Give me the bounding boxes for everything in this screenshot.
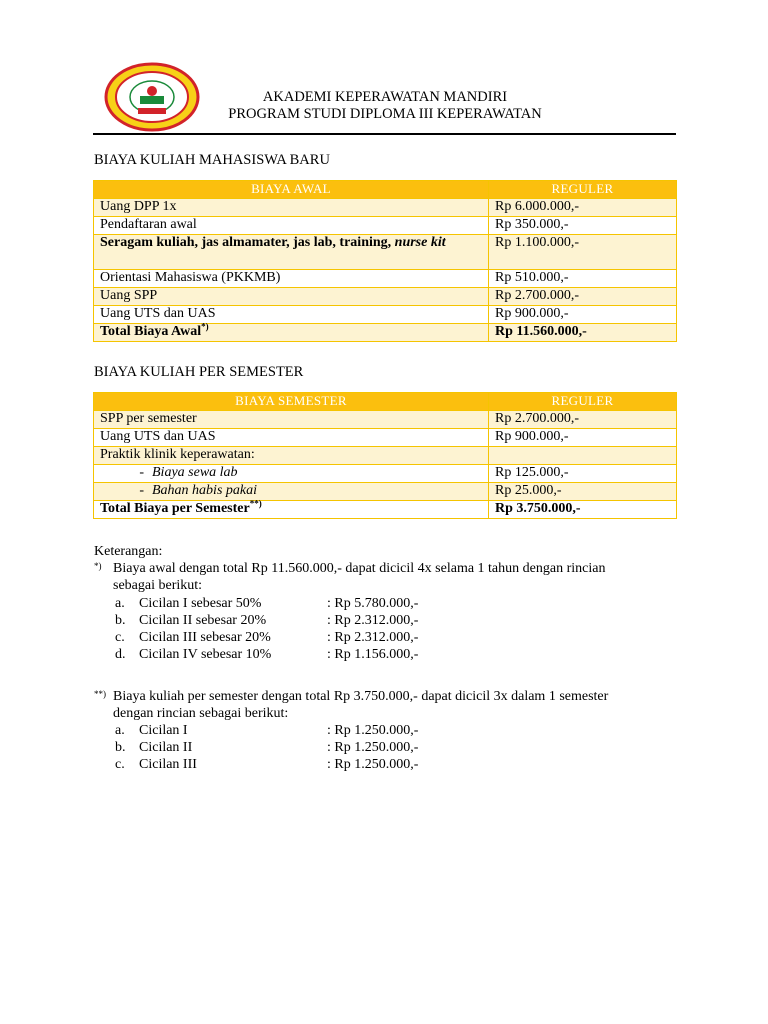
item-letter: c. — [115, 757, 125, 773]
notes-section — [94, 543, 684, 773]
list-item — [94, 739, 684, 756]
table-row — [94, 306, 677, 324]
column-header-regular: REGULER — [489, 181, 677, 199]
new-student-fee-table — [93, 180, 677, 342]
table-row — [94, 447, 677, 465]
note-1-line-1: *) Biaya awal dengan total Rp 11.560.000,- dapat dicicil 4x selama 1 tahun dengan rincian — [94, 561, 606, 577]
total-value: Rp 3.750.000,- — [489, 501, 677, 519]
list-dash: - — [139, 465, 144, 480]
column-header-fee: BIAYA AWAL — [94, 181, 489, 199]
item-letter: c. — [115, 629, 125, 645]
list-item — [94, 646, 684, 663]
item-letter: b. — [115, 612, 126, 628]
item-value: : Rp 1.156.000,- — [327, 647, 419, 663]
fee-label: Uang SPP — [94, 288, 489, 306]
fee-value: Rp 900.000,- — [489, 306, 677, 324]
academy-logo — [104, 62, 200, 132]
column-header-fee: BIAYA SEMESTER — [94, 393, 489, 411]
table-row — [94, 217, 677, 235]
list-dash: - — [139, 483, 144, 498]
note-2-text: Biaya kuliah per semester dengan total Rp 3.750.000,- dapat dicicil 3x dalam 1 semester — [113, 688, 609, 704]
header-divider — [93, 133, 676, 135]
fee-value: Rp 25.000,- — [489, 483, 677, 501]
fee-value: Rp 125.000,- — [489, 465, 677, 483]
item-letter: b. — [115, 740, 126, 756]
total-label — [94, 321, 489, 342]
table-row — [94, 465, 677, 483]
table-row — [94, 235, 677, 270]
note-2-text-cont: dengan rincian sebagai berikut: — [113, 705, 289, 721]
fee-label: Orientasi Mahasiswa (PKKMB) — [94, 270, 489, 288]
fee-sublabel: Biaya sewa lab — [152, 465, 238, 480]
total-label-text: Total Biaya per Semester — [100, 501, 250, 516]
list-item — [94, 756, 684, 773]
table-header-row — [94, 393, 677, 411]
item-label: Cicilan IV sebesar 10% — [139, 647, 272, 663]
fee-sublabel: Bahan habis pakai — [152, 483, 257, 498]
column-header-regular: REGULER — [489, 393, 677, 411]
total-label-text: Total Biaya Awal — [100, 324, 202, 339]
fee-label: Uang UTS dan UAS — [94, 429, 489, 447]
total-footnote-mark: **) — [249, 498, 262, 509]
table-row — [94, 270, 677, 288]
fee-value: Rp 510.000,- — [489, 270, 677, 288]
fee-label: Uang UTS dan UAS — [94, 306, 489, 324]
fee-value: Rp 1.100.000,- — [489, 235, 677, 270]
item-letter: a. — [115, 722, 125, 738]
table-row — [94, 483, 677, 501]
section-title-new-student-fees: BIAYA KULIAH MAHASISWA BARU — [94, 152, 330, 168]
item-value: : Rp 5.780.000,- — [327, 595, 419, 611]
fee-value: Rp 900.000,- — [489, 429, 677, 447]
item-label: Cicilan II sebesar 20% — [139, 612, 267, 628]
fee-label — [94, 465, 489, 483]
item-value: : Rp 2.312.000,- — [327, 629, 419, 645]
institution-header — [205, 89, 565, 123]
fee-label: Praktik klinik keperawatan: — [94, 447, 489, 465]
fee-label-italic: nurse kit — [394, 235, 446, 250]
fee-label: Uang DPP 1x — [94, 199, 489, 217]
total-footnote-mark: *) — [201, 321, 209, 332]
list-item — [94, 612, 684, 629]
fee-value: Rp 350.000,- — [489, 217, 677, 235]
section-title-semester-fees: BIAYA KULIAH PER SEMESTER — [94, 364, 304, 380]
item-letter: d. — [115, 647, 126, 663]
logo-figure — [147, 86, 157, 96]
fee-label-text: Seragam kuliah, jas almamater, jas lab, training, — [100, 235, 395, 250]
list-item — [94, 722, 684, 739]
total-row — [94, 501, 677, 519]
item-label: Cicilan II — [139, 740, 193, 756]
spacer — [94, 663, 684, 680]
spacer — [94, 681, 684, 688]
item-label: Cicilan I — [139, 722, 188, 738]
table-row — [94, 411, 677, 429]
note-1-line-2 — [94, 577, 684, 594]
item-label: Cicilan III sebesar 20% — [139, 629, 271, 645]
table-row — [94, 288, 677, 306]
note-1-text-cont: sebagai berikut: — [113, 578, 203, 594]
semester-fee-table — [93, 392, 677, 519]
total-row — [94, 324, 677, 342]
fee-value: Rp 6.000.000,- — [489, 199, 677, 217]
table-row — [94, 199, 677, 217]
fee-value: Rp 2.700.000,- — [489, 288, 677, 306]
notes-heading: Keterangan: — [94, 544, 163, 559]
fee-value: Rp 2.700.000,- — [489, 411, 677, 429]
fee-label: SPP per semester — [94, 411, 489, 429]
table-header-row — [94, 181, 677, 199]
item-value: : Rp 1.250.000,- — [327, 757, 419, 773]
logo-book — [140, 96, 164, 104]
total-label — [94, 498, 489, 519]
header-line-1: AKADEMI KEPERAWATAN MANDIRI — [262, 89, 508, 105]
fee-label — [94, 235, 489, 270]
fee-label: Pendaftaran awal — [94, 217, 489, 235]
header-line-2: PROGRAM STUDI DIPLOMA III KEPERAWATAN — [228, 106, 542, 122]
item-label: Cicilan III — [139, 757, 197, 773]
logo-banner — [138, 108, 166, 114]
table-row — [94, 429, 677, 447]
fee-value — [489, 447, 677, 465]
item-label: Cicilan I sebesar 50% — [139, 595, 262, 611]
list-item — [94, 629, 684, 646]
note-2-line-2 — [94, 705, 684, 722]
item-letter: a. — [115, 595, 125, 611]
list-item — [94, 595, 684, 612]
total-value: Rp 11.560.000,- — [489, 324, 677, 342]
item-value: : Rp 2.312.000,- — [327, 612, 419, 628]
item-value: : Rp 1.250.000,- — [327, 722, 419, 738]
note-1-text: Biaya awal dengan total Rp 11.560.000,- dapat dicicil 4x selama 1 tahun dengan rincian — [113, 561, 606, 577]
note-2-line-1: **) Biaya kuliah per semester dengan total Rp 3.750.000,- dapat dicicil 3x dalam 1 semester — [94, 688, 609, 704]
fee-label — [94, 483, 489, 501]
item-value: : Rp 1.250.000,- — [327, 740, 419, 756]
